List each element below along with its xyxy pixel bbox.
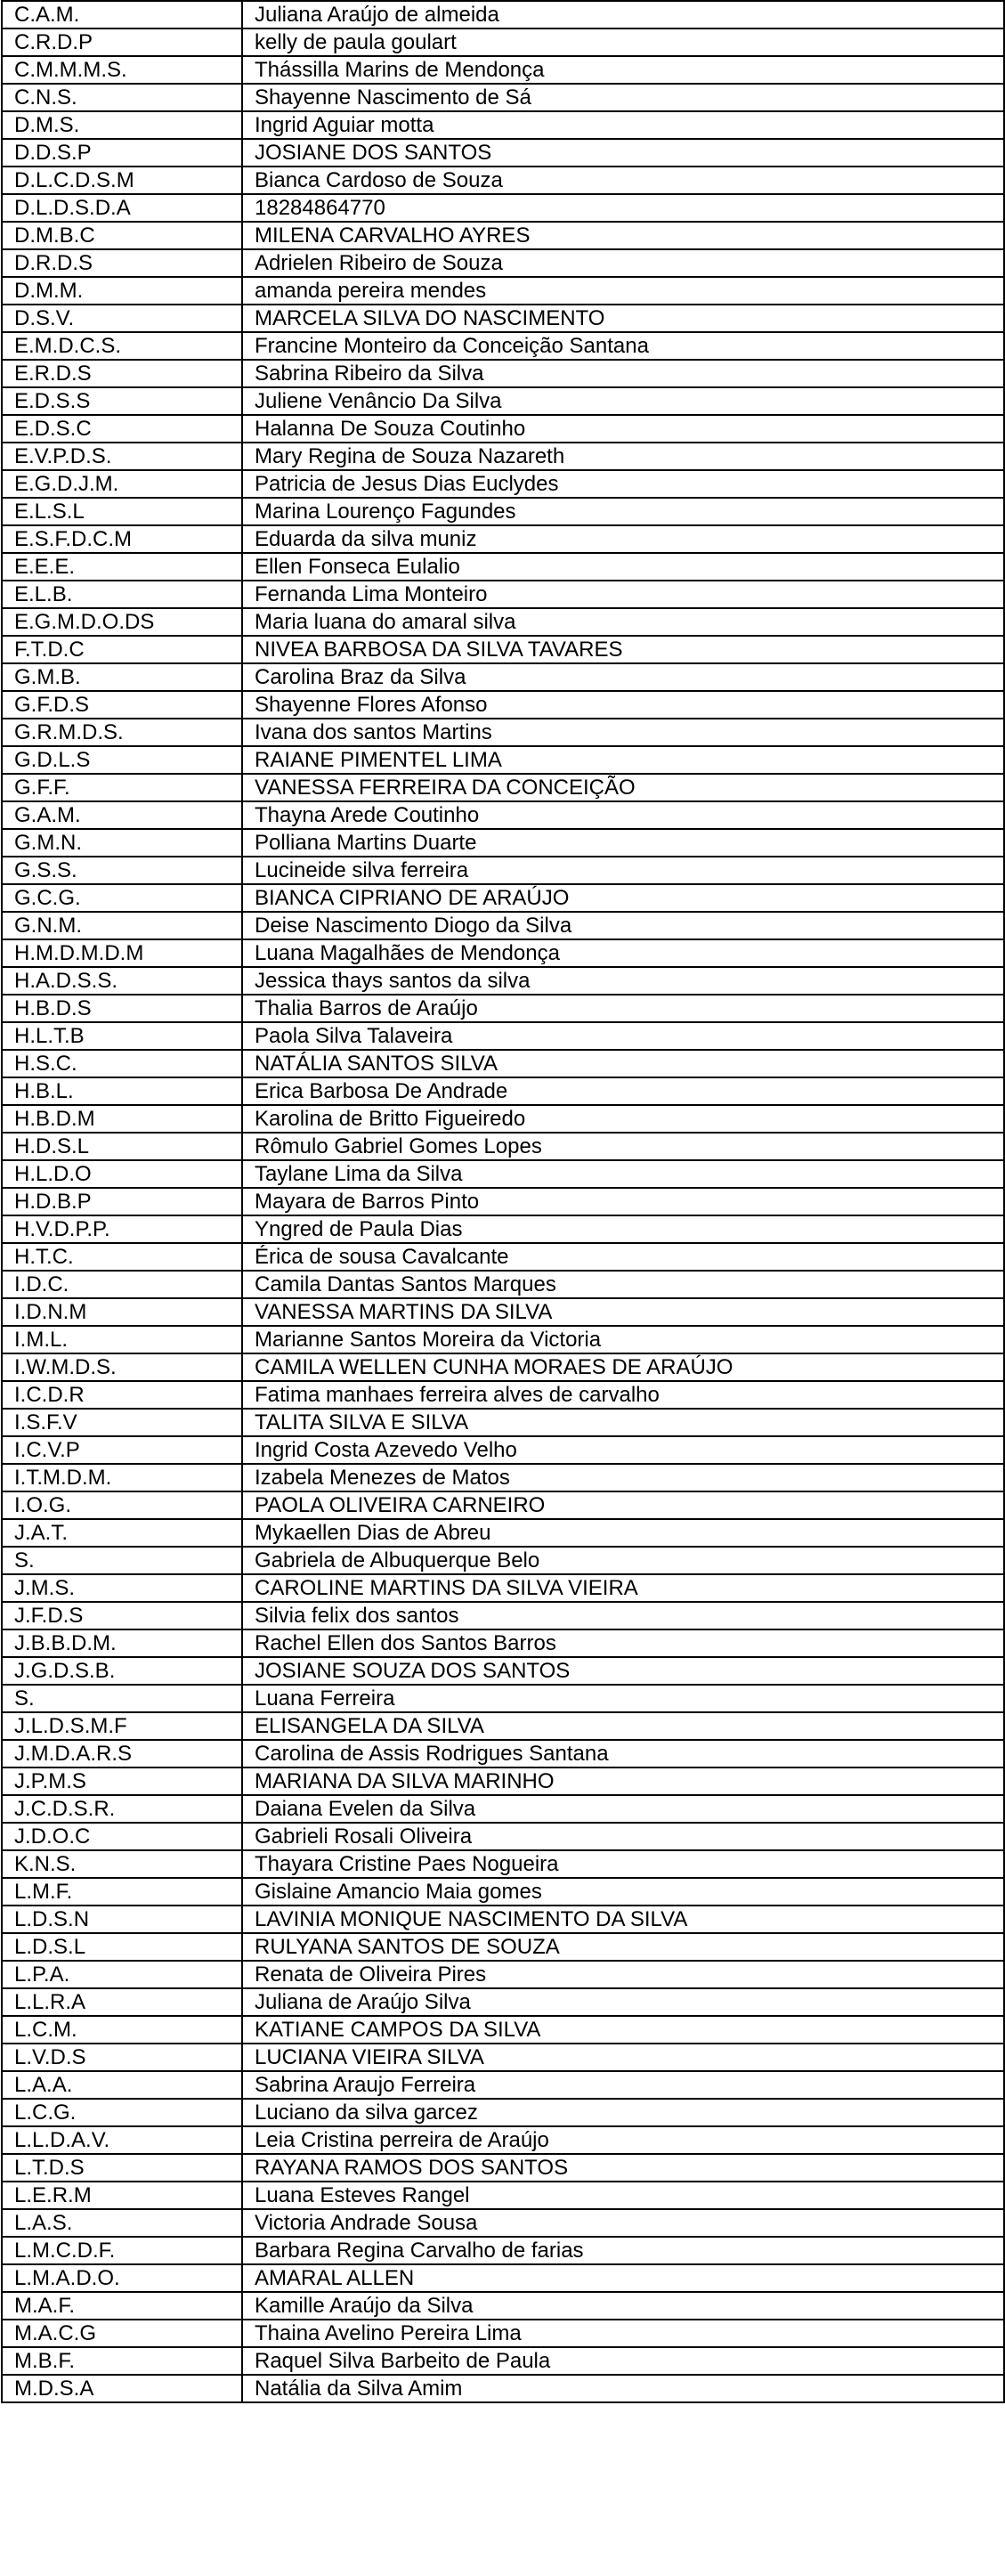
table-row	[2, 525, 1004, 553]
initials-cell[interactable]: L.T.D.S	[2, 2154, 242, 2182]
table-row	[2, 2375, 1004, 2402]
table-row	[2, 1685, 1004, 1712]
table-row	[2, 884, 1004, 912]
full-name-cell[interactable]: Ingrid Costa Azevedo Velho	[242, 1436, 1004, 1464]
full-name-cell[interactable]: Carolina de Assis Rodrigues Santana	[242, 1740, 1004, 1767]
table-row	[2, 194, 1004, 222]
table-row	[2, 360, 1004, 387]
table-row	[2, 277, 1004, 305]
initials-cell[interactable]: E.L.B.	[2, 581, 242, 608]
initials-cell[interactable]: I.T.M.D.M.	[2, 1464, 242, 1491]
full-name-cell[interactable]: Fernanda Lima Monteiro	[242, 581, 1004, 608]
initials-cell[interactable]: H.S.C.	[2, 1050, 242, 1077]
full-name-cell[interactable]: Fatima manhaes ferreira alves de carvalho	[242, 1381, 1004, 1409]
initials-cell[interactable]: L.M.C.D.F.	[2, 2237, 242, 2264]
initials-cell[interactable]: M.B.F.	[2, 2347, 242, 2375]
full-name-cell[interactable]: Maria luana do amaral silva	[242, 608, 1004, 636]
full-name-cell[interactable]: Eduarda da silva muniz	[242, 525, 1004, 553]
table-row	[2, 1602, 1004, 1629]
table-row	[2, 2320, 1004, 2347]
full-name-cell[interactable]: Karolina de Britto Figueiredo	[242, 1105, 1004, 1133]
table-row	[2, 774, 1004, 801]
table-row	[2, 1077, 1004, 1105]
data-sheet-table	[1, 0, 1005, 2403]
table-row	[2, 2347, 1004, 2375]
full-name-cell[interactable]: Thássilla Marins de Mendonça	[242, 56, 1004, 84]
table-row	[2, 1271, 1004, 1298]
table-row	[2, 829, 1004, 857]
initials-cell[interactable]: D.L.D.S.D.A	[2, 194, 242, 222]
full-name-cell[interactable]: Mykaellen Dias de Abreu	[242, 1519, 1004, 1547]
table-row	[2, 1188, 1004, 1215]
initials-cell[interactable]: E.R.D.S	[2, 360, 242, 387]
full-name-cell[interactable]: NATÁLIA SANTOS SILVA	[242, 1050, 1004, 1077]
table-row	[2, 1547, 1004, 1574]
full-name-cell[interactable]: Mayara de Barros Pinto	[242, 1188, 1004, 1215]
table-row	[2, 1491, 1004, 1519]
table-row	[2, 1298, 1004, 1326]
table-row	[2, 581, 1004, 608]
table-row	[2, 415, 1004, 443]
table-row	[2, 443, 1004, 470]
initials-cell[interactable]: E.D.S.C	[2, 415, 242, 443]
initials-cell[interactable]: H.L.D.O	[2, 1160, 242, 1188]
initials-cell[interactable]: H.T.C.	[2, 1243, 242, 1271]
table-row	[2, 1878, 1004, 1906]
full-name-cell[interactable]: Yngred de Paula Dias	[242, 1215, 1004, 1243]
initials-cell[interactable]: H.B.D.M	[2, 1105, 242, 1133]
table-row	[2, 1133, 1004, 1160]
full-name-cell[interactable]: RAYANA RAMOS DOS SANTOS	[242, 2154, 1004, 2182]
initials-cell[interactable]: I.D.C.	[2, 1271, 242, 1298]
initials-cell[interactable]: S.	[2, 1547, 242, 1574]
initials-cell[interactable]: G.N.M.	[2, 912, 242, 939]
table-row	[2, 663, 1004, 691]
table-row	[2, 2292, 1004, 2320]
initials-cell[interactable]: E.M.D.C.S.	[2, 332, 242, 360]
table-row	[2, 1353, 1004, 1381]
initials-cell[interactable]: G.M.N.	[2, 829, 242, 857]
full-name-cell[interactable]: Polliana Martins Duarte	[242, 829, 1004, 857]
full-name-cell[interactable]: Rômulo Gabriel Gomes Lopes	[242, 1133, 1004, 1160]
full-name-cell[interactable]: Ingrid Aguiar motta	[242, 111, 1004, 139]
table-row	[2, 1326, 1004, 1353]
initials-cell[interactable]: J.F.D.S	[2, 1602, 242, 1629]
initials-cell[interactable]: I.M.L.	[2, 1326, 242, 1353]
table-row	[2, 2209, 1004, 2237]
full-name-cell[interactable]: Camila Dantas Santos Marques	[242, 1271, 1004, 1298]
full-name-cell[interactable]: Thalia Barros de Araújo	[242, 995, 1004, 1022]
table-row	[2, 84, 1004, 111]
full-name-cell[interactable]: Daiana Evelen da Silva	[242, 1795, 1004, 1823]
full-name-cell[interactable]: TALITA SILVA E SILVA	[242, 1409, 1004, 1436]
table-row	[2, 2237, 1004, 2264]
table-row	[2, 1740, 1004, 1767]
table-row	[2, 332, 1004, 360]
full-name-cell[interactable]: KATIANE CAMPOS DA SILVA	[242, 2016, 1004, 2044]
initials-cell[interactable]: I.D.N.M	[2, 1298, 242, 1326]
full-name-cell[interactable]: Mary Regina de Souza Nazareth	[242, 443, 1004, 470]
table-row	[2, 498, 1004, 525]
table-row	[2, 1215, 1004, 1243]
initials-cell[interactable]: J.M.D.A.R.S	[2, 1740, 242, 1767]
full-name-cell[interactable]: PAOLA OLIVEIRA CARNEIRO	[242, 1491, 1004, 1519]
table-row	[2, 2126, 1004, 2154]
table-row	[2, 1436, 1004, 1464]
table-row	[2, 28, 1004, 56]
table-row	[2, 2044, 1004, 2071]
initials-cell[interactable]: D.L.C.D.S.M	[2, 167, 242, 194]
table-row	[2, 1105, 1004, 1133]
full-name-cell[interactable]: Juliana de Araújo Silva	[242, 1988, 1004, 2016]
table-row	[2, 1795, 1004, 1823]
table-row	[2, 912, 1004, 939]
full-name-cell[interactable]: Luana Esteves Rangel	[242, 2182, 1004, 2209]
initials-cell[interactable]: S.	[2, 1685, 242, 1712]
table-row	[2, 1464, 1004, 1491]
initials-cell[interactable]: E.G.M.D.O.DS	[2, 608, 242, 636]
table-row	[2, 1629, 1004, 1657]
full-name-cell[interactable]: Adrielen Ribeiro de Souza	[242, 249, 1004, 277]
initials-cell[interactable]: J.P.M.S	[2, 1767, 242, 1795]
full-name-cell[interactable]: Sabrina Ribeiro da Silva	[242, 360, 1004, 387]
initials-cell[interactable]: E.D.S.S	[2, 387, 242, 415]
full-name-cell[interactable]: MILENA CARVALHO AYRES	[242, 222, 1004, 249]
full-name-cell[interactable]: VANESSA MARTINS DA SILVA	[242, 1298, 1004, 1326]
initials-cell[interactable]: D.M.M.	[2, 277, 242, 305]
full-name-cell[interactable]: Halanna De Souza Coutinho	[242, 415, 1004, 443]
full-name-cell[interactable]: Renata de Oliveira Pires	[242, 1961, 1004, 1988]
full-name-cell[interactable]: Victoria Andrade Sousa	[242, 2209, 1004, 2237]
full-name-cell[interactable]: LAVINIA MONIQUE NASCIMENTO DA SILVA	[242, 1906, 1004, 1933]
initials-cell[interactable]: C.N.S.	[2, 84, 242, 111]
initials-cell[interactable]: D.R.D.S	[2, 249, 242, 277]
table-row	[2, 691, 1004, 719]
initials-cell[interactable]: C.R.D.P	[2, 28, 242, 56]
full-name-cell[interactable]: Juliene Venâncio Da Silva	[242, 387, 1004, 415]
table-row	[2, 1381, 1004, 1409]
full-name-cell[interactable]: Gabrieli Rosali Oliveira	[242, 1823, 1004, 1850]
initials-cell[interactable]: J.G.D.S.B.	[2, 1657, 242, 1685]
table-row	[2, 2071, 1004, 2099]
full-name-cell[interactable]: Taylane Lima da Silva	[242, 1160, 1004, 1188]
table-row	[2, 967, 1004, 995]
full-name-cell[interactable]: CAMILA WELLEN CUNHA MORAES DE ARAÚJO	[242, 1353, 1004, 1381]
full-name-cell[interactable]: Francine Monteiro da Conceição Santana	[242, 332, 1004, 360]
table-row	[2, 249, 1004, 277]
initials-cell[interactable]: L.A.S.	[2, 2209, 242, 2237]
initials-cell[interactable]: H.M.D.M.D.M	[2, 939, 242, 967]
full-name-cell[interactable]: Thayara Cristine Paes Nogueira	[242, 1850, 1004, 1878]
table-row	[2, 608, 1004, 636]
initials-cell[interactable]: E.E.E.	[2, 553, 242, 581]
table-row	[2, 1712, 1004, 1740]
initials-cell[interactable]: L.A.A.	[2, 2071, 242, 2099]
table-row	[2, 1050, 1004, 1077]
table-row	[2, 1160, 1004, 1188]
full-name-cell[interactable]: Lucineide silva ferreira	[242, 857, 1004, 884]
table-row	[2, 1933, 1004, 1961]
table-row	[2, 1, 1004, 28]
initials-cell[interactable]: J.M.S.	[2, 1574, 242, 1602]
table-row	[2, 56, 1004, 84]
initials-cell[interactable]: M.A.C.G	[2, 2320, 242, 2347]
full-name-cell[interactable]: ELISANGELA DA SILVA	[242, 1712, 1004, 1740]
full-name-cell[interactable]: Thayna Arede Coutinho	[242, 801, 1004, 829]
initials-cell[interactable]: J.C.D.S.R.	[2, 1795, 242, 1823]
sheet-body	[2, 1, 1004, 2402]
table-row	[2, 1574, 1004, 1602]
table-row	[2, 719, 1004, 746]
initials-cell[interactable]: H.D.S.L	[2, 1133, 242, 1160]
initials-cell[interactable]: M.A.F.	[2, 2292, 242, 2320]
full-name-cell[interactable]: Bianca Cardoso de Souza	[242, 167, 1004, 194]
table-row	[2, 2016, 1004, 2044]
initials-cell[interactable]: L.V.D.S	[2, 2044, 242, 2071]
full-name-cell[interactable]: MARIANA DA SILVA MARINHO	[242, 1767, 1004, 1795]
initials-cell[interactable]: H.L.T.B	[2, 1022, 242, 1050]
full-name-cell[interactable]: Raquel Silva Barbeito de Paula	[242, 2347, 1004, 2375]
initials-cell[interactable]: K.N.S.	[2, 1850, 242, 1878]
table-row	[2, 2154, 1004, 2182]
initials-cell[interactable]: L.C.M.	[2, 2016, 242, 2044]
table-row	[2, 636, 1004, 663]
initials-cell[interactable]: E.L.S.L	[2, 498, 242, 525]
full-name-cell[interactable]: MARCELA SILVA DO NASCIMENTO	[242, 305, 1004, 332]
full-name-cell[interactable]: RULYANA SANTOS DE SOUZA	[242, 1933, 1004, 1961]
full-name-cell[interactable]: Deise Nascimento Diogo da Silva	[242, 912, 1004, 939]
initials-cell[interactable]: H.A.D.S.S.	[2, 967, 242, 995]
full-name-cell[interactable]: Thaina Avelino Pereira Lima	[242, 2320, 1004, 2347]
initials-cell[interactable]: G.M.B.	[2, 663, 242, 691]
table-row	[2, 995, 1004, 1022]
full-name-cell[interactable]: Érica de sousa Cavalcante	[242, 1243, 1004, 1271]
initials-cell[interactable]: L.D.S.L	[2, 1933, 242, 1961]
full-name-cell[interactable]: Izabela Menezes de Matos	[242, 1464, 1004, 1491]
full-name-cell[interactable]: Paola Silva Talaveira	[242, 1022, 1004, 1050]
initials-cell[interactable]: G.F.F.	[2, 774, 242, 801]
table-row	[2, 1961, 1004, 1988]
initials-cell[interactable]: L.L.R.A	[2, 1988, 242, 2016]
table-row	[2, 1409, 1004, 1436]
full-name-cell[interactable]: NIVEA BARBOSA DA SILVA TAVARES	[242, 636, 1004, 663]
initials-cell[interactable]: C.A.M.	[2, 1, 242, 28]
full-name-cell[interactable]: VANESSA FERREIRA DA CONCEIÇÃO	[242, 774, 1004, 801]
initials-cell[interactable]: L.C.G.	[2, 2099, 242, 2126]
initials-cell[interactable]: L.M.A.D.O.	[2, 2264, 242, 2292]
initials-cell[interactable]: M.D.S.A	[2, 2375, 242, 2402]
initials-cell[interactable]: L.L.D.A.V.	[2, 2126, 242, 2154]
initials-cell[interactable]: G.F.D.S	[2, 691, 242, 719]
table-row	[2, 1988, 1004, 2016]
initials-cell[interactable]: H.B.D.S	[2, 995, 242, 1022]
table-row	[2, 801, 1004, 829]
initials-cell[interactable]: I.C.V.P	[2, 1436, 242, 1464]
initials-cell[interactable]: G.R.M.D.S.	[2, 719, 242, 746]
initials-cell[interactable]: G.C.G.	[2, 884, 242, 912]
full-name-cell[interactable]: Luciano da silva garcez	[242, 2099, 1004, 2126]
table-row	[2, 2099, 1004, 2126]
full-name-cell[interactable]: Carolina Braz da Silva	[242, 663, 1004, 691]
table-row	[2, 553, 1004, 581]
full-name-cell[interactable]: Marina Lourenço Fagundes	[242, 498, 1004, 525]
full-name-cell[interactable]: Luana Ferreira	[242, 1685, 1004, 1712]
full-name-cell[interactable]: Juliana Araújo de almeida	[242, 1, 1004, 28]
table-row	[2, 167, 1004, 194]
initials-cell[interactable]: D.S.V.	[2, 305, 242, 332]
initials-cell[interactable]: C.M.M.M.S.	[2, 56, 242, 84]
table-row	[2, 1906, 1004, 1933]
initials-cell[interactable]: G.D.L.S	[2, 746, 242, 774]
initials-cell[interactable]: L.M.F.	[2, 1878, 242, 1906]
initials-cell[interactable]: J.D.O.C	[2, 1823, 242, 1850]
initials-cell[interactable]: H.B.L.	[2, 1077, 242, 1105]
initials-cell[interactable]: J.B.B.D.M.	[2, 1629, 242, 1657]
full-name-cell[interactable]: CAROLINE MARTINS DA SILVA VIEIRA	[242, 1574, 1004, 1602]
initials-cell[interactable]: G.A.M.	[2, 801, 242, 829]
table-row	[2, 857, 1004, 884]
full-name-cell[interactable]: AMARAL ALLEN	[242, 2264, 1004, 2292]
full-name-cell[interactable]: Erica Barbosa De Andrade	[242, 1077, 1004, 1105]
initials-cell[interactable]: E.V.P.D.S.	[2, 443, 242, 470]
initials-cell[interactable]: E.G.D.J.M.	[2, 470, 242, 498]
table-row	[2, 1767, 1004, 1795]
full-name-cell[interactable]: Patricia de Jesus Dias Euclydes	[242, 470, 1004, 498]
full-name-cell[interactable]: LUCIANA VIEIRA SILVA	[242, 2044, 1004, 2071]
initials-cell[interactable]: L.E.R.M	[2, 2182, 242, 2209]
table-row	[2, 1850, 1004, 1878]
initials-cell[interactable]: G.S.S.	[2, 857, 242, 884]
full-name-cell[interactable]: 18284864770	[242, 194, 1004, 222]
table-row	[2, 111, 1004, 139]
table-row	[2, 1657, 1004, 1685]
table-row	[2, 2182, 1004, 2209]
table-row	[2, 139, 1004, 167]
table-row	[2, 387, 1004, 415]
initials-cell[interactable]: J.L.D.S.M.F	[2, 1712, 242, 1740]
full-name-cell[interactable]: Gislaine Amancio Maia gomes	[242, 1878, 1004, 1906]
full-name-cell[interactable]: Gabriela de Albuquerque Belo	[242, 1547, 1004, 1574]
initials-cell[interactable]: L.D.S.N	[2, 1906, 242, 1933]
initials-cell[interactable]: L.P.A.	[2, 1961, 242, 1988]
full-name-cell[interactable]: Shayenne Nascimento de Sá	[242, 84, 1004, 111]
initials-cell[interactable]: I.C.D.R	[2, 1381, 242, 1409]
initials-cell[interactable]: D.M.B.C	[2, 222, 242, 249]
initials-cell[interactable]: H.D.B.P	[2, 1188, 242, 1215]
full-name-cell[interactable]: Sabrina Araujo Ferreira	[242, 2071, 1004, 2099]
table-row	[2, 939, 1004, 967]
table-row	[2, 1243, 1004, 1271]
initials-cell[interactable]: H.V.D.P.P.	[2, 1215, 242, 1243]
table-row	[2, 1022, 1004, 1050]
full-name-cell[interactable]: RAIANE PIMENTEL LIMA	[242, 746, 1004, 774]
initials-cell[interactable]: D.M.S.	[2, 111, 242, 139]
initials-cell[interactable]: D.D.S.P	[2, 139, 242, 167]
initials-cell[interactable]: I.O.G.	[2, 1491, 242, 1519]
initials-cell[interactable]: I.W.M.D.S.	[2, 1353, 242, 1381]
table-row	[2, 470, 1004, 498]
full-name-cell[interactable]: Jessica thays santos da silva	[242, 967, 1004, 995]
full-name-cell[interactable]: Barbara Regina Carvalho de farias	[242, 2237, 1004, 2264]
table-row	[2, 1519, 1004, 1547]
full-name-cell[interactable]: JOSIANE DOS SANTOS	[242, 139, 1004, 167]
full-name-cell[interactable]: Ellen Fonseca Eulalio	[242, 553, 1004, 581]
full-name-cell[interactable]: Rachel Ellen dos Santos Barros	[242, 1629, 1004, 1657]
table-row	[2, 2264, 1004, 2292]
full-name-cell[interactable]: Leia Cristina perreira de Araújo	[242, 2126, 1004, 2154]
initials-cell[interactable]: F.T.D.C	[2, 636, 242, 663]
table-row	[2, 222, 1004, 249]
full-name-cell[interactable]: amanda pereira mendes	[242, 277, 1004, 305]
initials-cell[interactable]: E.S.F.D.C.M	[2, 525, 242, 553]
full-name-cell[interactable]: Marianne Santos Moreira da Victoria	[242, 1326, 1004, 1353]
full-name-cell[interactable]: Silvia felix dos santos	[242, 1602, 1004, 1629]
full-name-cell[interactable]: BIANCA CIPRIANO DE ARAÚJO	[242, 884, 1004, 912]
full-name-cell[interactable]: kelly de paula goulart	[242, 28, 1004, 56]
full-name-cell[interactable]: Shayenne Flores Afonso	[242, 691, 1004, 719]
initials-cell[interactable]: I.S.F.V	[2, 1409, 242, 1436]
full-name-cell[interactable]: Luana Magalhães de Mendonça	[242, 939, 1004, 967]
table-row	[2, 746, 1004, 774]
full-name-cell[interactable]: Natália da Silva Amim	[242, 2375, 1004, 2402]
initials-cell[interactable]: J.A.T.	[2, 1519, 242, 1547]
table-row	[2, 1823, 1004, 1850]
table-row	[2, 305, 1004, 332]
full-name-cell[interactable]: JOSIANE SOUZA DOS SANTOS	[242, 1657, 1004, 1685]
full-name-cell[interactable]: Ivana dos santos Martins	[242, 719, 1004, 746]
full-name-cell[interactable]: Kamille Araújo da Silva	[242, 2292, 1004, 2320]
